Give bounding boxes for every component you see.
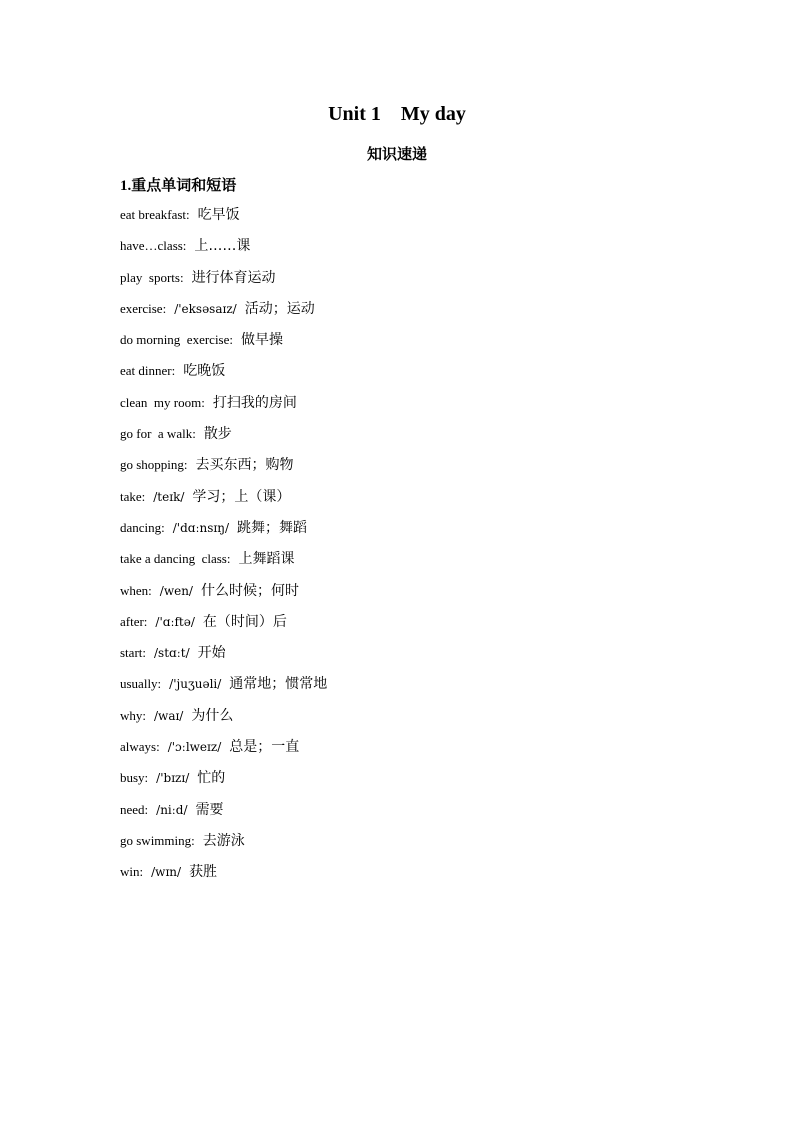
vocab-entry: [120, 299, 327, 330]
vocab-entry: [120, 706, 327, 737]
section-title: 重点单词和短语: [131, 176, 237, 194]
page-title: Unit 1 My day: [328, 103, 466, 125]
vocab-meaning: 在（时间）后: [202, 613, 287, 630]
vocab-meaning: 忙的: [197, 770, 226, 787]
vocab-meaning: 总是；一直: [229, 739, 300, 756]
vocab-term: have…class:: [120, 238, 187, 254]
vocab-entry: [120, 487, 327, 518]
vocab-entry: [120, 455, 327, 486]
vocab-term: take a dancing class:: [120, 551, 231, 567]
section-number: 1.: [120, 178, 132, 194]
vocab-phonetic: /'dɑːnsɪŋ/: [172, 520, 230, 535]
vocabulary-list: [120, 205, 327, 894]
vocab-entry: [120, 424, 327, 455]
vocab-meaning: 去买东西；购物: [195, 457, 294, 474]
vocab-meaning: 去游泳: [202, 832, 245, 849]
vocab-entry: [120, 800, 327, 831]
vocab-meaning: 上舞蹈课: [238, 551, 295, 568]
vocab-term: usually:: [120, 676, 162, 692]
vocab-term: take:: [120, 488, 146, 504]
vocab-phonetic: /waɪ/: [154, 708, 184, 723]
section-heading: [120, 174, 236, 195]
vocab-term: play sports:: [120, 269, 184, 285]
vocab-entry: [120, 862, 327, 893]
vocab-entry: [120, 581, 327, 612]
vocab-phonetic: /stɑːt/: [154, 646, 190, 661]
vocab-phonetic: /'ɑːftə/: [155, 614, 195, 629]
vocab-term: eat dinner:: [120, 363, 176, 379]
vocab-term: after:: [120, 613, 148, 629]
vocab-term: need:: [120, 801, 149, 817]
vocab-term: start:: [120, 645, 146, 661]
vocab-phonetic: /'eksəsaɪz/: [174, 301, 237, 316]
vocab-term: dancing:: [120, 519, 165, 535]
page-subtitle: 知识速递: [366, 145, 427, 163]
vocab-entry: [120, 549, 327, 580]
vocab-term: when:: [120, 582, 152, 598]
vocab-meaning: 打扫我的房间: [212, 394, 297, 411]
vocab-meaning: 获胜: [189, 864, 218, 881]
vocab-meaning: 进行体育运动: [191, 269, 276, 286]
vocab-meaning: 活动；运动: [244, 300, 315, 317]
vocab-phonetic: /'bɪzɪ/: [156, 771, 190, 786]
vocab-entry: [120, 643, 327, 674]
vocab-meaning: 为什么: [191, 707, 234, 724]
vocab-meaning: 什么时候；何时: [200, 582, 299, 599]
vocab-meaning: 吃晚饭: [183, 363, 226, 380]
vocab-term: busy:: [120, 770, 149, 786]
vocab-entry: [120, 361, 327, 392]
vocab-phonetic: /wen/: [159, 583, 193, 598]
vocab-entry: [120, 236, 327, 267]
vocab-meaning: 上……课: [194, 238, 251, 255]
vocab-meaning: 开始: [197, 645, 226, 662]
vocab-entry: [120, 268, 327, 299]
vocab-entry: [120, 518, 327, 549]
vocab-phonetic: /wɪn/: [151, 865, 182, 880]
vocab-term: go for a walk:: [120, 426, 196, 442]
vocab-entry: [120, 330, 327, 361]
vocab-entry: [120, 612, 327, 643]
vocab-term: clean my room:: [120, 394, 205, 410]
vocab-entry: [120, 768, 327, 799]
vocab-meaning: 散步: [203, 426, 232, 443]
vocab-phonetic: /'ɔːlweɪz/: [167, 740, 222, 755]
vocab-term: eat breakfast:: [120, 207, 190, 222]
vocab-entry: [120, 393, 327, 424]
vocab-term: why:: [120, 707, 146, 723]
vocab-entry: [120, 831, 327, 862]
vocab-meaning: 学习；上（课）: [192, 488, 291, 505]
vocab-term: do morning exercise:: [120, 332, 233, 348]
vocab-phonetic: /'juʒuəli/: [169, 677, 222, 692]
vocab-meaning: 通常地；惯常地: [229, 676, 328, 693]
vocab-meaning: 需要: [195, 801, 224, 818]
vocab-entry: [120, 674, 327, 705]
vocab-term: always:: [120, 739, 160, 755]
vocab-phonetic: /teɪk/: [153, 489, 185, 504]
vocab-meaning: 吃早饭: [197, 207, 240, 223]
vocab-term: go shopping:: [120, 457, 188, 473]
vocab-entry: [120, 205, 327, 236]
vocab-term: win:: [120, 864, 144, 880]
vocab-term: go swimming:: [120, 832, 195, 848]
vocab-meaning: 跳舞；舞蹈: [237, 519, 308, 536]
vocab-phonetic: /niːd/: [156, 802, 188, 817]
vocab-term: exercise:: [120, 300, 167, 316]
vocab-entry: [120, 737, 327, 768]
vocab-meaning: 做早操: [241, 332, 283, 349]
